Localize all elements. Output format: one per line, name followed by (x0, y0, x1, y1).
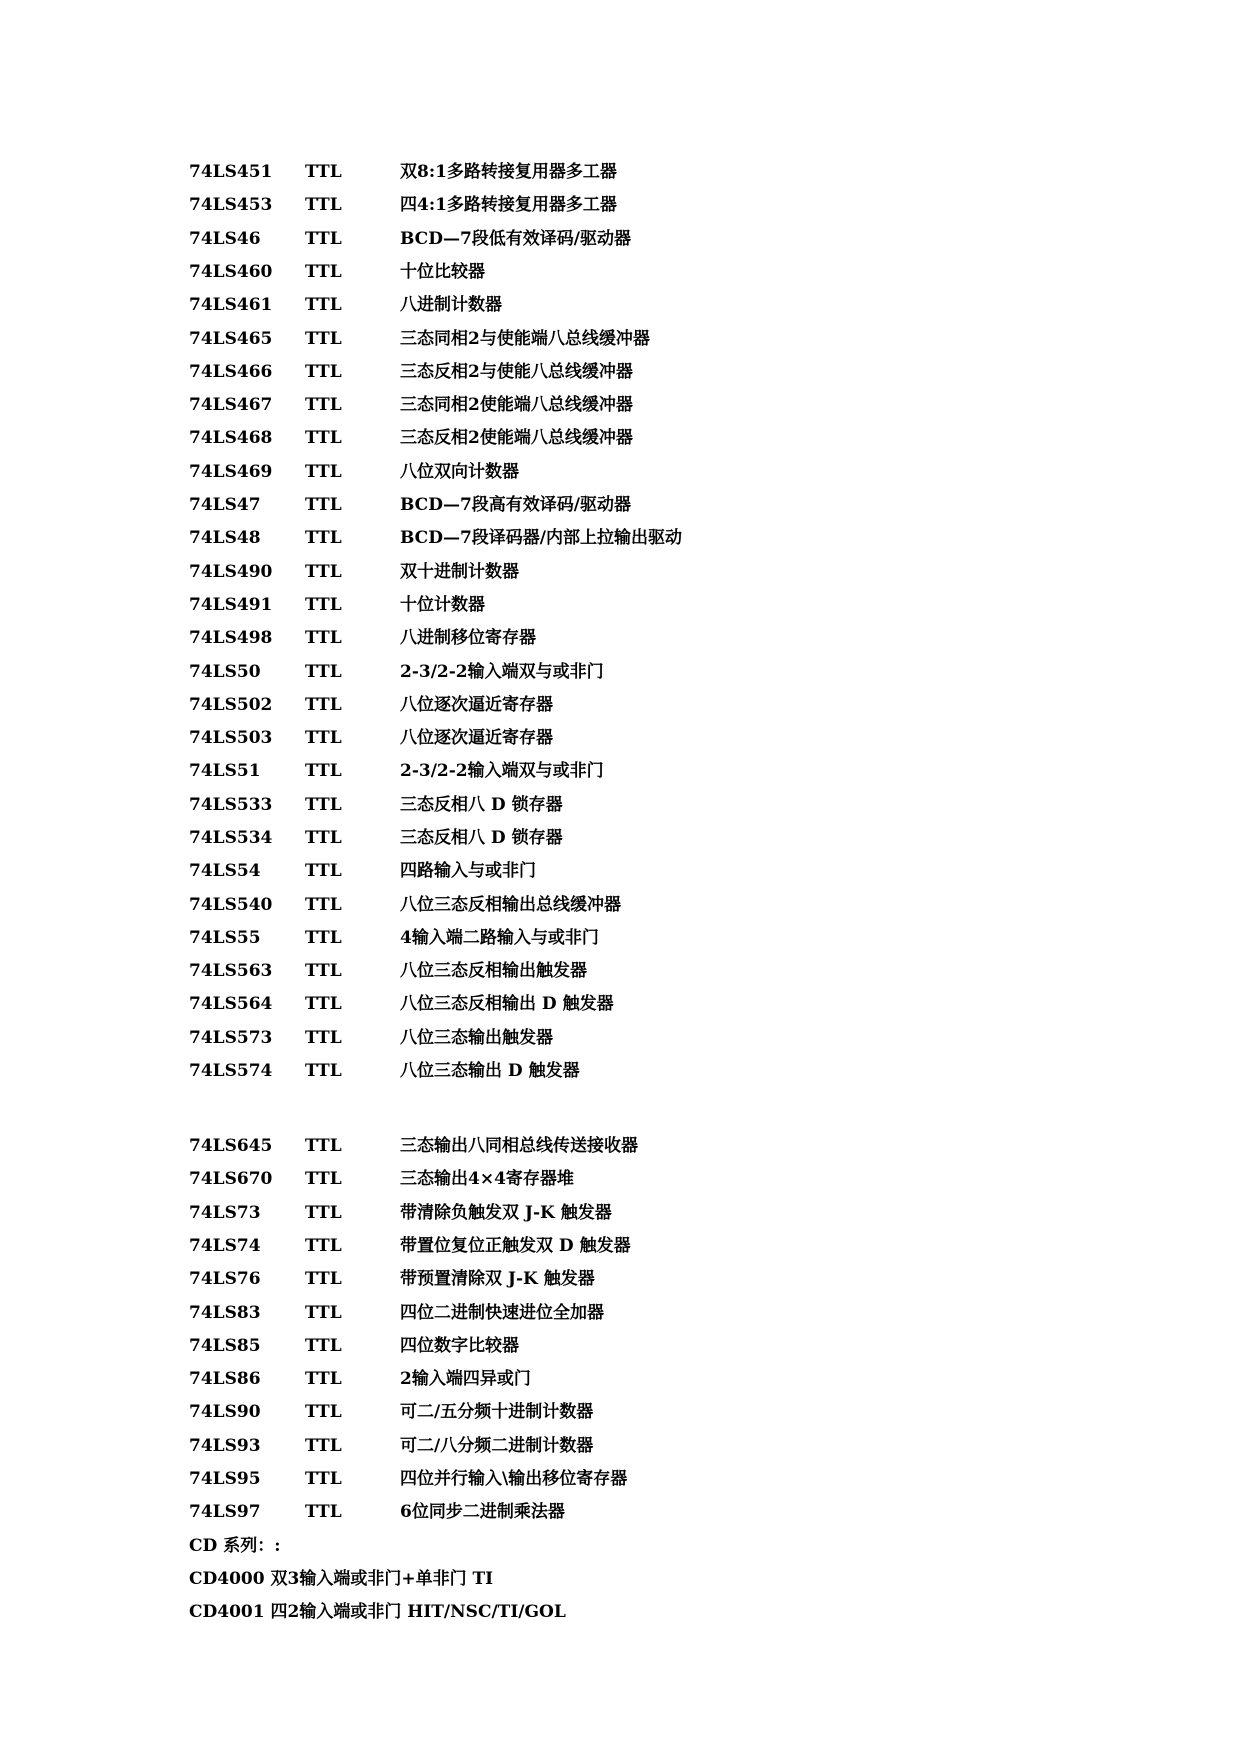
part-description: 四位并行输入\输出移位寄存器 (400, 1469, 628, 1489)
part-number: 74LS54 (189, 861, 261, 881)
logic-family: TTL (305, 928, 342, 948)
cd-part-line-text: CD4001 四2输入端或非门 HIT/NSC/TI/GOL (189, 1602, 566, 1622)
part-number: 74LS50 (189, 662, 261, 682)
part-description: 三态输出4×4寄存器堆 (400, 1169, 574, 1189)
part-description: 带清除负触发双 J-K 触发器 (400, 1203, 612, 1223)
table-row (0, 258, 1241, 286)
part-number: 74LS573 (189, 1028, 273, 1048)
part-number: 74LS503 (189, 728, 273, 748)
part-description: 三态反相2使能端八总线缓冲器 (400, 428, 633, 448)
part-number: 74LS47 (189, 495, 261, 515)
part-description: 6位同步二进制乘法器 (400, 1502, 565, 1522)
part-number: 74LS502 (189, 695, 273, 715)
part-description: 四路输入与或非门 (400, 861, 536, 881)
part-description: 可二/八分频二进制计数器 (400, 1436, 594, 1456)
part-number: 74LS97 (189, 1502, 261, 1522)
logic-family: TTL (305, 1469, 342, 1489)
part-description: 四位二进制快速进位全加器 (400, 1303, 604, 1323)
part-description: BCD—7段低有效译码/驱动器 (400, 229, 631, 249)
table-row (0, 458, 1241, 486)
logic-family: TTL (305, 395, 342, 415)
part-number: 74LS534 (189, 828, 273, 848)
part-description: 八位双向计数器 (400, 462, 519, 482)
part-description: 2-3/2-2输入端双与或非门 (400, 662, 604, 682)
part-number: 74LS95 (189, 1469, 261, 1489)
table-row (0, 757, 1241, 785)
table-row (0, 1024, 1241, 1052)
part-description: 三态反相八 D 锁存器 (400, 828, 563, 848)
logic-family: TTL (305, 362, 342, 382)
cd-part-line (0, 1598, 1241, 1626)
logic-family: TTL (305, 795, 342, 815)
logic-family: TTL (305, 1402, 342, 1422)
logic-family: TTL (305, 562, 342, 582)
part-number: 74LS93 (189, 1436, 261, 1456)
table-row (0, 1132, 1241, 1160)
cd-part-line-text: CD4000 双3输入端或非门+单非门 TI (189, 1569, 494, 1589)
part-number: 74LS466 (189, 362, 273, 382)
part-number: 74LS490 (189, 562, 273, 582)
part-number: 74LS645 (189, 1136, 273, 1156)
part-number: 74LS468 (189, 428, 273, 448)
table-row (0, 1498, 1241, 1526)
part-number: 74LS453 (189, 195, 273, 215)
part-description: 三态同相2与使能端八总线缓冲器 (400, 329, 650, 349)
table-row (0, 791, 1241, 819)
logic-family: TTL (305, 1303, 342, 1323)
part-number: 74LS461 (189, 295, 273, 315)
part-description: 八位三态反相输出触发器 (400, 961, 587, 981)
table-row (0, 1057, 1241, 1085)
part-number: 74LS83 (189, 1303, 261, 1323)
logic-family: TTL (305, 1028, 342, 1048)
part-description: 八位逐次逼近寄存器 (400, 695, 553, 715)
logic-family: TTL (305, 695, 342, 715)
table-row (0, 1432, 1241, 1460)
table-row (0, 1165, 1241, 1193)
logic-family: TTL (305, 262, 342, 282)
part-description: 八位三态反相输出 D 触发器 (400, 994, 614, 1014)
table-row (0, 1232, 1241, 1260)
part-number: 74LS465 (189, 329, 273, 349)
part-description: 十位比较器 (400, 262, 485, 282)
logic-family: TTL (305, 195, 342, 215)
table-row (0, 824, 1241, 852)
table-row (0, 724, 1241, 752)
logic-family: TTL (305, 628, 342, 648)
table-row (0, 1398, 1241, 1426)
logic-family: TTL (305, 1169, 342, 1189)
part-description: 四4:1多路转接复用器多工器 (400, 195, 617, 215)
part-description: 带预置清除双 J-K 触发器 (400, 1269, 595, 1289)
part-description: 八位逐次逼近寄存器 (400, 728, 553, 748)
table-row (0, 191, 1241, 219)
part-description: 八位三态反相输出总线缓冲器 (400, 895, 621, 915)
table-row (0, 1199, 1241, 1227)
table-row (0, 424, 1241, 452)
logic-family: TTL (305, 861, 342, 881)
table-row (0, 591, 1241, 619)
part-number: 74LS670 (189, 1169, 273, 1189)
part-description: 三态反相2与使能八总线缓冲器 (400, 362, 633, 382)
logic-family: TTL (305, 1236, 342, 1256)
table-row (0, 1299, 1241, 1327)
part-number: 74LS563 (189, 961, 273, 981)
logic-family: TTL (305, 162, 342, 182)
part-description: 可二/五分频十进制计数器 (400, 1402, 594, 1422)
part-number: 74LS498 (189, 628, 273, 648)
table-row (0, 291, 1241, 319)
logic-family: TTL (305, 1369, 342, 1389)
logic-family: TTL (305, 1336, 342, 1356)
part-number: 74LS55 (189, 928, 261, 948)
logic-family: TTL (305, 229, 342, 249)
logic-family: TTL (305, 828, 342, 848)
table-row (0, 1332, 1241, 1360)
part-number: 74LS76 (189, 1269, 261, 1289)
table-row (0, 358, 1241, 386)
part-description: BCD—7段高有效译码/驱动器 (400, 495, 631, 515)
table-row (0, 491, 1241, 519)
part-description: 三态输出八同相总线传送接收器 (400, 1136, 638, 1156)
table-row (0, 558, 1241, 586)
table-row (0, 158, 1241, 186)
logic-family: TTL (305, 895, 342, 915)
cd-part-line (0, 1565, 1241, 1593)
part-description: 八位三态输出 D 触发器 (400, 1061, 580, 1081)
part-number: 74LS451 (189, 162, 273, 182)
logic-family: TTL (305, 495, 342, 515)
part-number: 74LS564 (189, 994, 273, 1014)
logic-family: TTL (305, 728, 342, 748)
part-number: 74LS73 (189, 1203, 261, 1223)
part-description: BCD—7段译码器/内部上拉输出驱动 (400, 528, 682, 548)
part-description: 2输入端四异或门 (400, 1369, 531, 1389)
logic-family: TTL (305, 1269, 342, 1289)
logic-family: TTL (305, 1436, 342, 1456)
table-row (0, 524, 1241, 552)
table-row (0, 624, 1241, 652)
table-row (0, 1365, 1241, 1393)
part-number: 74LS74 (189, 1236, 261, 1256)
part-description: 八进制移位寄存器 (400, 628, 536, 648)
table-row (0, 658, 1241, 686)
table-row (0, 990, 1241, 1018)
logic-family: TTL (305, 528, 342, 548)
part-number: 74LS533 (189, 795, 273, 815)
part-number: 74LS46 (189, 229, 261, 249)
table-row (0, 325, 1241, 353)
part-description: 4输入端二路输入与或非门 (400, 928, 599, 948)
section-heading-text: CD 系列：: (189, 1536, 281, 1556)
part-description: 双8:1多路转接复用器多工器 (400, 162, 617, 182)
logic-family: TTL (305, 994, 342, 1014)
section-heading (0, 1532, 1241, 1560)
part-description: 四位数字比较器 (400, 1336, 519, 1356)
part-number: 74LS460 (189, 262, 273, 282)
logic-family: TTL (305, 1061, 342, 1081)
part-number: 74LS48 (189, 528, 261, 548)
part-description: 三态反相八 D 锁存器 (400, 795, 563, 815)
part-description: 八位三态输出触发器 (400, 1028, 553, 1048)
part-number: 74LS491 (189, 595, 273, 615)
table-row (0, 924, 1241, 952)
logic-family: TTL (305, 1203, 342, 1223)
part-description: 八进制计数器 (400, 295, 502, 315)
logic-family: TTL (305, 1502, 342, 1522)
part-number: 74LS90 (189, 1402, 261, 1422)
logic-family: TTL (305, 1136, 342, 1156)
part-number: 74LS51 (189, 761, 261, 781)
logic-family: TTL (305, 662, 342, 682)
part-number: 74LS85 (189, 1336, 261, 1356)
part-number: 74LS540 (189, 895, 273, 915)
part-number: 74LS574 (189, 1061, 273, 1081)
table-row (0, 225, 1241, 253)
logic-family: TTL (305, 761, 342, 781)
table-row (0, 391, 1241, 419)
logic-family: TTL (305, 462, 342, 482)
table-row (0, 1465, 1241, 1493)
logic-family: TTL (305, 295, 342, 315)
table-row (0, 857, 1241, 885)
table-row (0, 691, 1241, 719)
part-description: 十位计数器 (400, 595, 485, 615)
logic-family: TTL (305, 329, 342, 349)
part-description: 双十进制计数器 (400, 562, 519, 582)
part-description: 三态同相2使能端八总线缓冲器 (400, 395, 633, 415)
part-number: 74LS469 (189, 462, 273, 482)
table-row (0, 891, 1241, 919)
part-number: 74LS86 (189, 1369, 261, 1389)
table-row (0, 957, 1241, 985)
part-number: 74LS467 (189, 395, 273, 415)
table-row (0, 1265, 1241, 1293)
part-description: 带置位复位正触发双 D 触发器 (400, 1236, 631, 1256)
logic-family: TTL (305, 961, 342, 981)
part-description: 2-3/2-2输入端双与或非门 (400, 761, 604, 781)
logic-family: TTL (305, 428, 342, 448)
logic-family: TTL (305, 595, 342, 615)
